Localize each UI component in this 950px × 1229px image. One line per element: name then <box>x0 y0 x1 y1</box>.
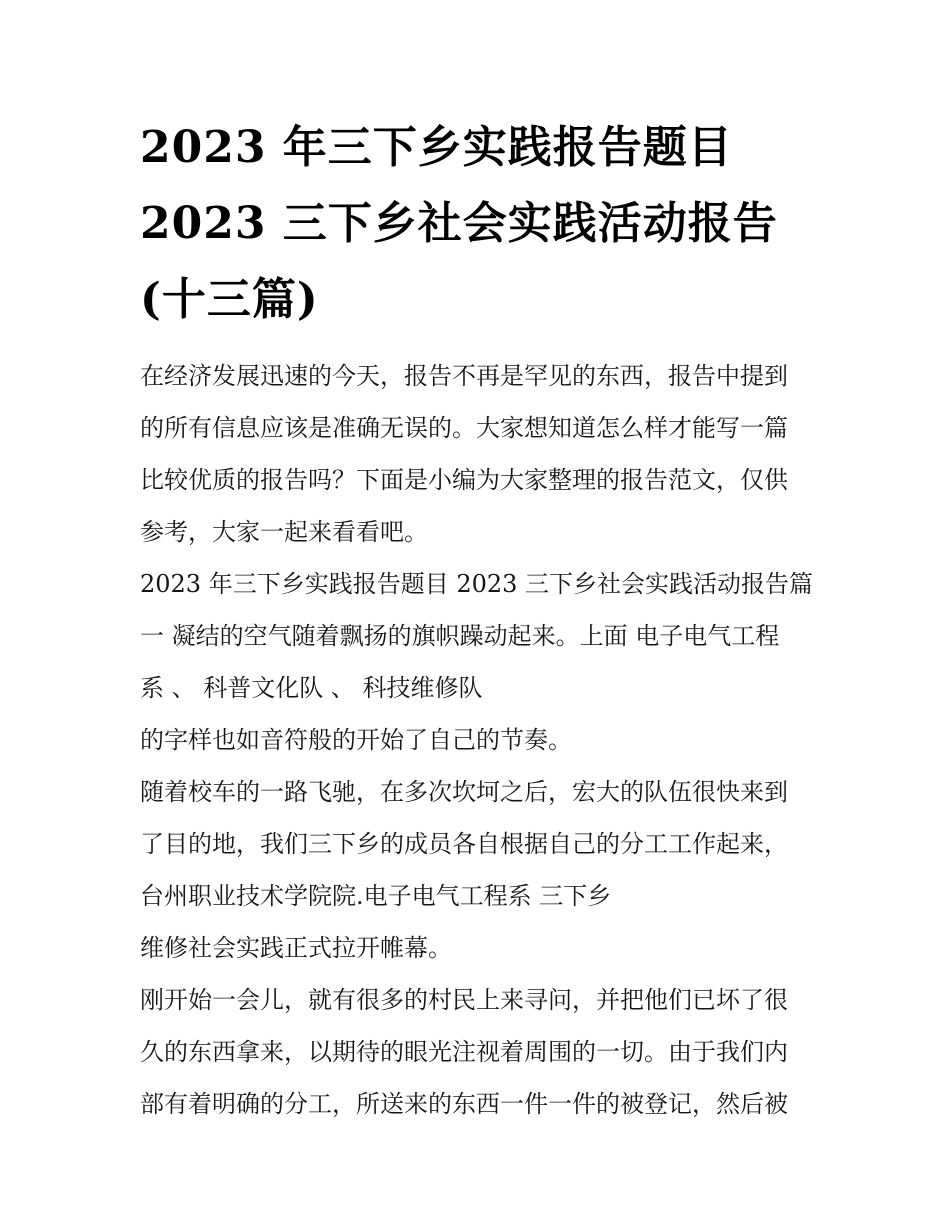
body-text-line: 部有着明确的分工，所送来的东西一件一件的被登记，然后被 <box>140 1090 788 1118</box>
body-text-line: 的所有信息应该是准确无误的。大家想知道怎么样才能写一篇 <box>140 414 788 442</box>
body-text-line: 久的东西拿来，以期待的眼光注视着周围的一切。由于我们内 <box>140 1038 788 1066</box>
body-text-line: 了目的地，我们三下乡的成员各自根据自己的分工工作起来， <box>140 830 788 858</box>
body-text-line: 系 、 科普文化队 、 科技维修队 <box>140 674 483 702</box>
body-text-line: 在经济发展迅速的今天，报告不再是罕见的东西，报告中提到 <box>140 362 788 390</box>
document-body <box>140 350 820 1130</box>
body-text-line: 台州职业技术学院院.电子电气工程系 三下乡 <box>140 882 612 910</box>
body-text-line: 比较优质的报告吗？下面是小编为大家整理的报告范文，仅供 <box>140 466 788 494</box>
title-line: (十三篇) <box>140 274 319 325</box>
body-text-line: 2023 年三下乡实践报告题目 2023 三下乡社会实践活动报告篇 <box>140 570 814 598</box>
body-text-line: 维修社会实践正式拉开帷幕。 <box>140 934 452 962</box>
body-text-line: 参考，大家一起来看看吧。 <box>140 518 428 546</box>
body-text-line: 刚开始一会儿，就有很多的村民上来寻问，并把他们已坏了很 <box>140 986 788 1014</box>
document-title <box>140 110 820 338</box>
body-text-line: 一 凝结的空气随着飘扬的旗帜躁动起来。上面 电子电气工程 <box>140 622 780 650</box>
title-line: 2023 年三下乡实践报告题目 <box>140 122 733 173</box>
body-text-line: 随着校车的一路飞驰，在多次坎坷之后，宏大的队伍很快来到 <box>140 778 788 806</box>
title-line: 2023 三下乡社会实践活动报告 <box>140 198 778 249</box>
body-text-line: 的字样也如音符般的开始了自己的节奏。 <box>140 726 572 754</box>
